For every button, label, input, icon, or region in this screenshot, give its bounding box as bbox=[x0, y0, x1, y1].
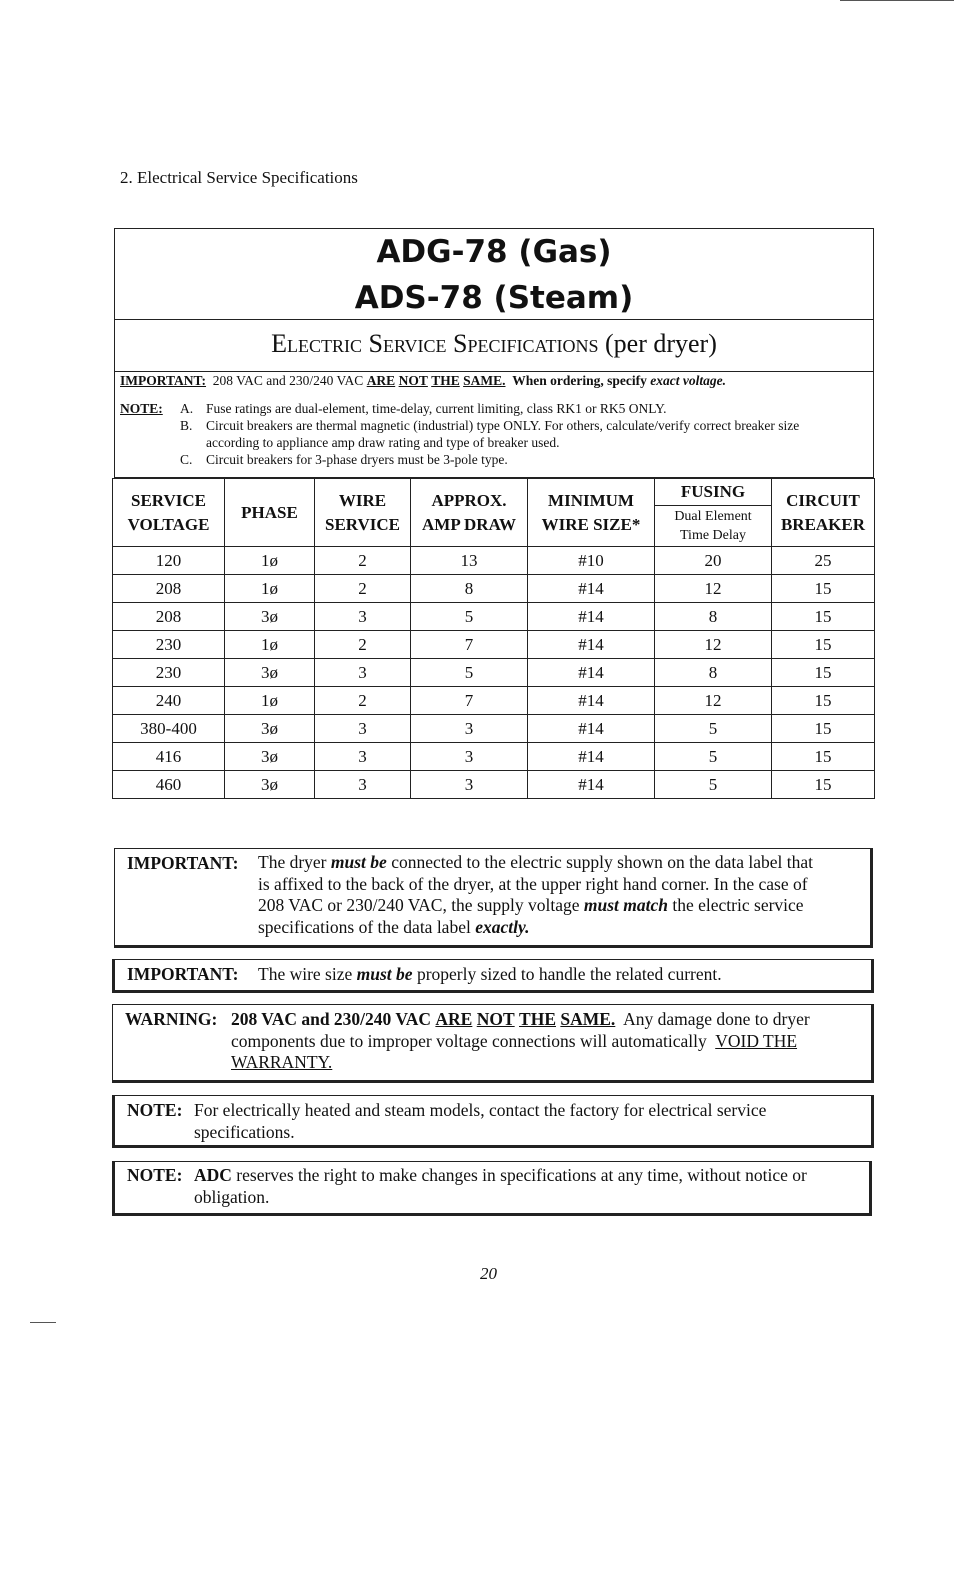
note-c-text: Circuit breakers for 3-phase dryers must be 3-pole type. bbox=[206, 452, 508, 467]
cell-min-wire: #14 bbox=[528, 743, 655, 771]
cell-wire-service: 2 bbox=[315, 575, 411, 603]
header-amp-draw: APPROX. AMP DRAW bbox=[411, 479, 528, 547]
cell-phase: 1ø bbox=[225, 687, 315, 715]
header-phase: PHASE bbox=[225, 479, 315, 547]
cell-fusing: 8 bbox=[655, 603, 772, 631]
header-wire-service: WIRE SERVICE bbox=[315, 479, 411, 547]
cell-wire-service: 3 bbox=[315, 743, 411, 771]
important-label: IMPORTANT: bbox=[120, 373, 207, 388]
header-min-wire: MINIMUM WIRE SIZE* bbox=[528, 479, 655, 547]
table-row bbox=[113, 603, 875, 631]
subtitle-main: Electric Service Specifications bbox=[271, 329, 599, 358]
emph-same: SAME. bbox=[463, 373, 506, 388]
cell-breaker: 15 bbox=[772, 603, 875, 631]
exact-voltage: exact voltage. bbox=[650, 373, 726, 388]
cell-wire-service: 2 bbox=[315, 631, 411, 659]
cell-wire-service: 2 bbox=[315, 687, 411, 715]
cell-voltage: 208 bbox=[113, 603, 225, 631]
cell-fusing: 8 bbox=[655, 659, 772, 687]
cell-amp-draw: 7 bbox=[411, 631, 528, 659]
important-box-text: The dryer must be connected to the electric supply shown on the data label that is affixed to the back of the dryer, at the upper right hand corner. In the case of 208 VAC or 230/240 VAC, the supply voltage must match the electric service specifications of the data label exactly. bbox=[258, 852, 813, 937]
model-title-steam: ADS-78 (Steam) bbox=[354, 280, 634, 316]
note-box-label: NOTE: bbox=[127, 1165, 183, 1185]
cell-min-wire: #14 bbox=[528, 631, 655, 659]
cell-voltage: 208 bbox=[113, 575, 225, 603]
important-voltage-line bbox=[120, 373, 726, 389]
cell-wire-service: 3 bbox=[315, 715, 411, 743]
cell-min-wire: #14 bbox=[528, 715, 655, 743]
note-box-label: NOTE: bbox=[127, 1100, 183, 1120]
cell-amp-draw: 5 bbox=[411, 603, 528, 631]
cell-amp-draw: 3 bbox=[411, 743, 528, 771]
cell-phase: 1ø bbox=[225, 547, 315, 575]
cell-amp-draw: 3 bbox=[411, 771, 528, 799]
warning-label: WARNING: bbox=[125, 1009, 218, 1029]
cell-fusing: 20 bbox=[655, 547, 772, 575]
electrical-spec-table bbox=[112, 478, 875, 799]
note-b-text-1: Circuit breakers are thermal magnetic (industrial) type ONLY. For others, calculate/verify correct breaker size bbox=[206, 418, 800, 433]
cell-voltage: 416 bbox=[113, 743, 225, 771]
cell-breaker: 15 bbox=[772, 771, 875, 799]
spec-header-box bbox=[114, 228, 874, 478]
cell-min-wire: #10 bbox=[528, 547, 655, 575]
cell-min-wire: #14 bbox=[528, 771, 655, 799]
important-text: 208 VAC and 230/240 VAC bbox=[212, 373, 364, 388]
table-row bbox=[113, 547, 875, 575]
ordering-text: When ordering, specify bbox=[512, 373, 647, 388]
cell-voltage: 240 bbox=[113, 687, 225, 715]
note-a-text: Fuse ratings are dual-element, time-delay, current limiting, class RK1 or RK5 ONLY. bbox=[206, 401, 667, 416]
scan-mark-top bbox=[840, 0, 954, 1]
note-letter-a: A. bbox=[180, 401, 194, 416]
note-box-electrical bbox=[112, 1095, 874, 1148]
cell-breaker: 25 bbox=[772, 547, 875, 575]
cell-amp-draw: 5 bbox=[411, 659, 528, 687]
model-title-gas: ADG-78 (Gas) bbox=[376, 234, 612, 270]
cell-amp-draw: 13 bbox=[411, 547, 528, 575]
cell-phase: 1ø bbox=[225, 631, 315, 659]
cell-phase: 1ø bbox=[225, 575, 315, 603]
cell-voltage: 230 bbox=[113, 659, 225, 687]
cell-phase: 3ø bbox=[225, 771, 315, 799]
cell-wire-service: 2 bbox=[315, 547, 411, 575]
cell-wire-service: 3 bbox=[315, 771, 411, 799]
cell-phase: 3ø bbox=[225, 743, 315, 771]
warning-box bbox=[112, 1004, 874, 1083]
cell-phase: 3ø bbox=[225, 715, 315, 743]
cell-breaker: 15 bbox=[772, 715, 875, 743]
cell-breaker: 15 bbox=[772, 659, 875, 687]
scan-mark-left bbox=[30, 1322, 56, 1323]
table-row bbox=[113, 771, 875, 799]
section-heading: 2. Electrical Service Specifications bbox=[120, 168, 358, 187]
cell-min-wire: #14 bbox=[528, 603, 655, 631]
header-service-voltage: SERVICE VOLTAGE bbox=[113, 479, 225, 547]
cell-min-wire: #14 bbox=[528, 687, 655, 715]
cell-wire-service: 3 bbox=[315, 659, 411, 687]
cell-fusing: 12 bbox=[655, 575, 772, 603]
table-row bbox=[113, 659, 875, 687]
note-label: NOTE: bbox=[120, 401, 163, 416]
cell-breaker: 15 bbox=[772, 631, 875, 659]
table-row bbox=[113, 631, 875, 659]
note-box-adc bbox=[112, 1161, 872, 1216]
wire-size-text: The wire size must be properly sized to handle the related current. bbox=[258, 964, 722, 984]
emph-are: ARE bbox=[366, 373, 396, 388]
note-box-text: For electrically heated and steam models, contact the factory for electrical service specifications. bbox=[194, 1100, 767, 1142]
header-breaker: CIRCUIT BREAKER bbox=[772, 479, 875, 547]
important-box-wire-size bbox=[112, 959, 874, 993]
header-fusing-sub: Dual Element Time Delay bbox=[655, 506, 772, 547]
subtitle bbox=[115, 321, 873, 372]
note-box-adc-text: ADC reserves the right to make changes in specifications at any time, without notice or obligation. bbox=[194, 1165, 807, 1207]
table-row bbox=[113, 743, 875, 771]
cell-breaker: 15 bbox=[772, 687, 875, 715]
important-box-label: IMPORTANT: bbox=[127, 853, 239, 873]
header-fusing: FUSING bbox=[655, 479, 772, 506]
cell-voltage: 230 bbox=[113, 631, 225, 659]
cell-breaker: 15 bbox=[772, 743, 875, 771]
cell-min-wire: #14 bbox=[528, 575, 655, 603]
cell-amp-draw: 7 bbox=[411, 687, 528, 715]
cell-amp-draw: 8 bbox=[411, 575, 528, 603]
cell-voltage: 460 bbox=[113, 771, 225, 799]
cell-breaker: 15 bbox=[772, 575, 875, 603]
important-box-label: IMPORTANT: bbox=[127, 964, 239, 984]
table-row bbox=[113, 715, 875, 743]
note-b-text-2: according to appliance amp draw rating and type of breaker used. bbox=[206, 435, 560, 450]
title-area bbox=[115, 229, 873, 320]
cell-voltage: 380-400 bbox=[113, 715, 225, 743]
emph-not: NOT bbox=[398, 373, 428, 388]
cell-fusing: 12 bbox=[655, 631, 772, 659]
warning-text: 208 VAC and 230/240 VAC ARE NOT THE SAME. Any damage done to dryer components due to improper voltage connections will automatically VOID THE WARRANTY. bbox=[231, 1009, 810, 1072]
cell-phase: 3ø bbox=[225, 603, 315, 631]
page-number: 20 bbox=[480, 1264, 497, 1283]
cell-fusing: 5 bbox=[655, 715, 772, 743]
table-row bbox=[113, 575, 875, 603]
cell-voltage: 120 bbox=[113, 547, 225, 575]
cell-wire-service: 3 bbox=[315, 603, 411, 631]
table-row bbox=[113, 687, 875, 715]
cell-fusing: 12 bbox=[655, 687, 772, 715]
note-letter-c: C. bbox=[180, 452, 193, 467]
note-letter-b: B. bbox=[180, 418, 193, 433]
cell-fusing: 5 bbox=[655, 771, 772, 799]
emph-the: THE bbox=[431, 373, 460, 388]
cell-amp-draw: 3 bbox=[411, 715, 528, 743]
table-body bbox=[113, 547, 875, 799]
cell-min-wire: #14 bbox=[528, 659, 655, 687]
important-box-supply bbox=[114, 848, 873, 948]
cell-fusing: 5 bbox=[655, 743, 772, 771]
subtitle-tail: (per dryer) bbox=[605, 329, 717, 358]
cell-phase: 3ø bbox=[225, 659, 315, 687]
